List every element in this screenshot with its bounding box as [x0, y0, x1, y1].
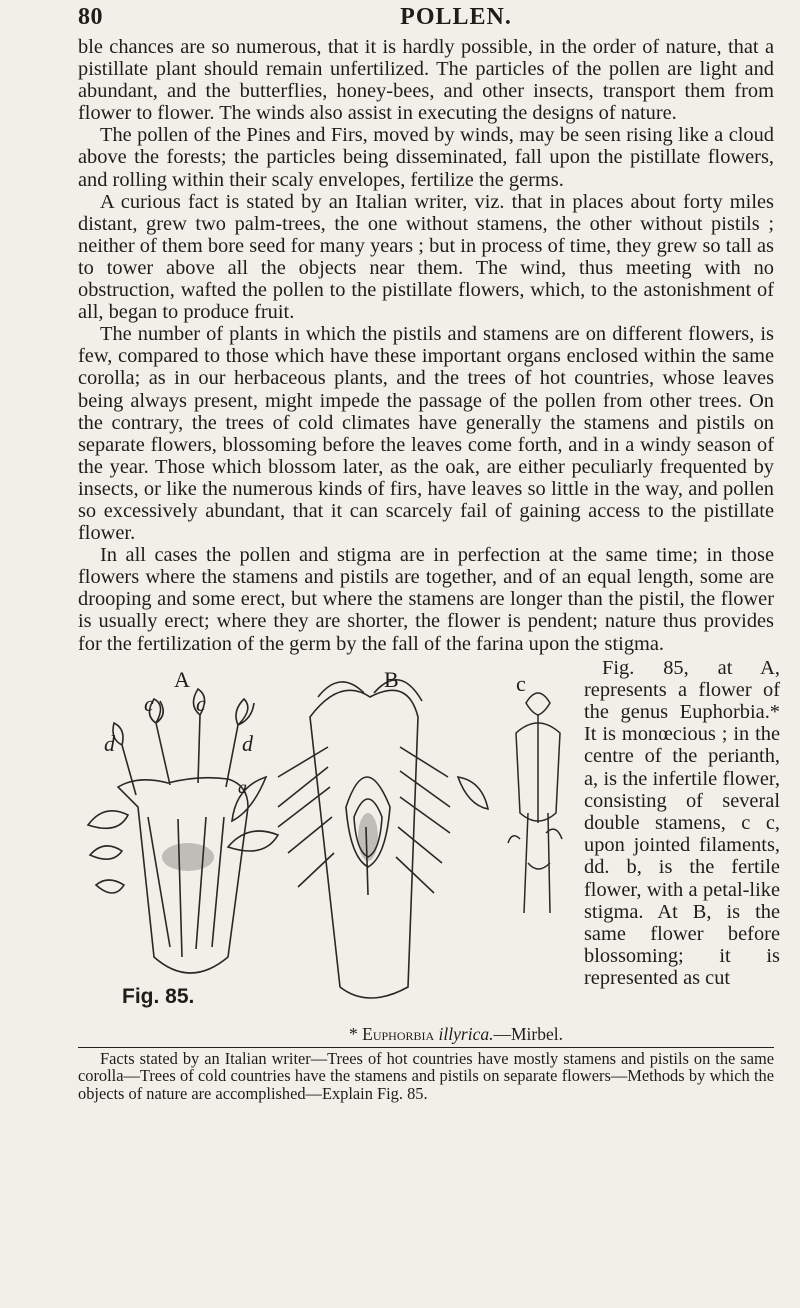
euphorbia-small-flower-illustration: [506, 663, 570, 925]
running-head: POLLEN.: [400, 4, 512, 30]
divider: [78, 1047, 774, 1048]
footnote-genus: Euphorbia: [362, 1023, 435, 1044]
paragraph: In all cases the pollen and stigma are in perfection at the same time; in those flowers where the stamens and pistils are together, and of an equal length, some are drooping and some erect, but where the stamens are longer than the pistil, the flower is usually erect; where they are shorter, the flower is pendent; nature thus provides for the fertilization of the germ by the fall of the farina upon the stigma.: [78, 544, 774, 655]
paragraph: The pollen of the Pines and Firs, moved by winds, may be seen rising like a cloud above the forests; the particles being disseminated, fall upon the pistillate flowers, and rolling within their scaly envelopes, fertilize the germs.: [78, 124, 774, 191]
section-summary: Facts stated by an Italian writer—Trees of hot countries have mostly stamens and pistils on the same corolla—Trees of cold countries have the stamens and pistils on separate flowers—Methods by which the objects of nature are accomplished—Explain Fig. 85.: [78, 1048, 774, 1103]
body-text: [78, 36, 774, 655]
figure-letter-c: c: [516, 670, 526, 696]
euphorbia-flower-illustration: [78, 657, 498, 1017]
paragraph: A curious fact is stated by an Italian writer, viz. that in places about forty miles distant, grew two palm-trees, the one without stamens, the other without pistils ; neither of them bore seed for many years ; but in process of time, they grew so tall as to tower above all the objects near them. The wind, thus meeting with no obstruction, wafted the pollen to the pistillate flowers, which, to the astonishment of all, began to produce fruit.: [78, 190, 774, 324]
figure-letter-d: d: [242, 730, 253, 756]
paragraph: The number of plants in which the pistils and stamens are on different flowers, is few, compared to those which have these important organs enclosed within the same corolla; as in our herbaceous plants, and the trees of hot countries, whose leaves being always present, might impede the passage of the pollen from other trees. On the contrary, the trees of cold climates have generally the stamens and pistils on separate flowers, blossoming before the leaves come forth, and in a windy season of the year. Those which blossom later, as the oak, are either peculiarly frequented by insects, or like the numerous kinds of firs, have leaves so little in the way, and pollen so excessively abundant, that it can scarcely fail of gaining access to the pistillate flower.: [78, 323, 774, 545]
figure-caption: [584, 657, 780, 990]
paragraph: ble chances are so numerous, that it is hardly possible, in the order of nature, that a pistillate plant should remain unfertilized. The particles of the pollen are light and abundant, and the butterflies, honey-bees, and other insects, transport them from flower to flower. The winds also assist in executing the designs of nature.: [78, 36, 774, 125]
page-number: 80: [78, 4, 103, 30]
footnote-author: —Mirbel.: [493, 1023, 563, 1044]
footnote-marker: *: [349, 1023, 358, 1044]
page-header: [78, 0, 774, 36]
figure-letter-a: a: [238, 776, 247, 797]
footnote-area: [78, 1024, 774, 1103]
figure-85: [78, 656, 780, 1022]
caption-text: Fig. 85, at A, represents a flower of the genus Euphorbia.* It is monœcious ; in the centre of the perianth, a, is the infertile flower, consisting of several double stamens, c c, upon jointed filaments, dd. b, is the fertile flower, with a petal-like stigma. At B, is the same flower before blossoming; it is represented as cut: [584, 656, 780, 990]
figure-letter-B: B: [384, 666, 399, 692]
figure-letter-A: A: [174, 666, 190, 692]
figure-letter-d: d: [104, 730, 115, 756]
figure-letter-c: c: [144, 690, 154, 716]
figure-label: Fig. 85.: [122, 984, 195, 1008]
footnote: [78, 1024, 774, 1045]
footnote-species: illyrica.: [438, 1023, 494, 1044]
figure-letter-c: c: [196, 690, 206, 716]
